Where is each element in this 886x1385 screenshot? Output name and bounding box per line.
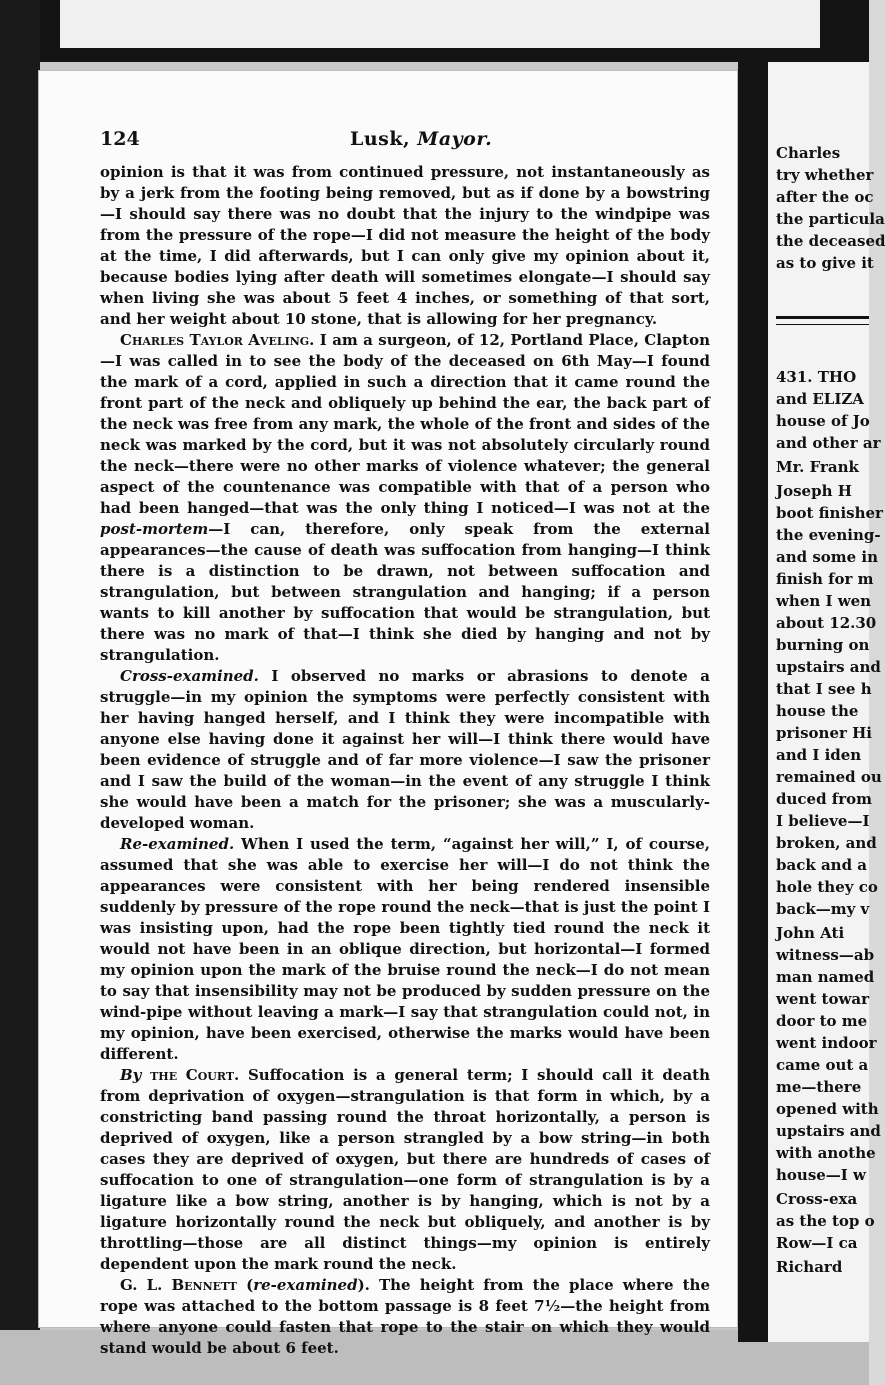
page-body xyxy=(100,162,710,1359)
paragraph xyxy=(100,1275,710,1359)
facing-page-line: opened with xyxy=(776,1100,879,1118)
facing-page-line: house—I w xyxy=(776,1166,866,1184)
facing-page-line: back and a xyxy=(776,856,868,874)
facing-page-line: and some in xyxy=(776,548,879,566)
facing-page-line: as the top o xyxy=(776,1212,875,1230)
facing-page-line: back—my v xyxy=(776,900,870,918)
paragraph-text: ( xyxy=(236,1276,254,1294)
facing-page-line: finish for m xyxy=(776,570,874,588)
facing-page-line: house of Jo xyxy=(776,412,870,430)
paragraph xyxy=(100,1065,710,1275)
facing-page-line: and I iden xyxy=(776,746,862,764)
page-number: 124 xyxy=(100,128,140,150)
italic-text: post-mortem xyxy=(100,520,209,538)
facing-page-line: the deceased xyxy=(776,232,886,250)
facing-page-line: went indoor xyxy=(776,1034,877,1052)
facing-page-line: remained ou xyxy=(776,768,882,786)
facing-page-line: prisoner Hi xyxy=(776,724,872,742)
facing-page-line: upstairs and xyxy=(776,658,881,676)
section-rule xyxy=(776,316,869,319)
facing-page-line: Mr. Frank xyxy=(776,458,859,476)
scan-top-paper xyxy=(60,0,820,48)
section-rule-thin xyxy=(776,324,869,325)
facing-page xyxy=(768,62,886,1342)
facing-page-line: Cross-exa xyxy=(776,1190,858,1208)
book-spine xyxy=(738,62,768,1342)
facing-page-line: with anothe xyxy=(776,1144,876,1162)
paragraph-text: Suffocation is a general term; I should call it death from deprivation of oxygen—strangulation is that form in which, by a constricting band passing round the throat horizontally, a person is deprived of oxygen, like a person strangled by a bow string—in both cases they are deprived of oxygen, but there are hundreds of cases of suffocation to one of strangulation—one form of strangulation is by a ligature like a bow string, another is by hanging, which is not by a ligature horizontally round the neck but obliquely, and another is by throttling—those are all distinct things—my opinion is entirely dependent upon the mark round the neck. xyxy=(100,1066,711,1273)
facing-page-line: house the xyxy=(776,702,859,720)
facing-page-line: Joseph H xyxy=(776,482,852,500)
running-title xyxy=(350,128,492,150)
paragraph-text: I am a surgeon, of 12, Portland Place, Clapton—I was called in to see the body of the deceased on 6th May—I found the mark of a cord, applied in such a direction that it came round the front part of the neck and obliquely up behind the ear, the back part of the neck was free from any mark, the whole of the front and sides of the neck was marked by the cord, but it was not absolutely circularly round the neck—there were no other marks of violence whatever; the general aspect of the countenance was compatible with that of a person who had been hanged—that was the only thing I noticed—I was not at the xyxy=(100,331,710,517)
facing-page-line: after the oc xyxy=(776,188,874,206)
facing-page-line: me—there xyxy=(776,1078,862,1096)
facing-page-line: and other ar xyxy=(776,434,881,452)
facing-page-line: upstairs and xyxy=(776,1122,881,1140)
facing-page-line: and ELIZA xyxy=(776,390,864,408)
paragraph xyxy=(100,330,710,666)
running-header xyxy=(100,128,705,152)
facing-page-line: as to give it xyxy=(776,254,874,272)
facing-page-line: try whether xyxy=(776,166,874,184)
facing-page-line: I believe—I xyxy=(776,812,870,830)
facing-page-line: about 12.30 xyxy=(776,614,877,632)
facing-page-line: man named xyxy=(776,968,875,986)
paragraph-text: opinion is that it was from continued pressure, not instantaneously as by a jerk from the footing being removed, but as if done by a bowstring—I should say there was no doubt that the injury to the windpipe was from the pressure of the rope—I did not measure the height of the body at the time, I did afterwards, but I can only give my opinion about it, because bodies lying after death will sometimes elongate—I should say when living she was about 5 feet 4 inches, or something of that sort, and her weight about 10 stone, that is allowing for her pregnancy. xyxy=(100,163,710,328)
scan-left-edge xyxy=(0,0,40,1385)
facing-page-line: that I see h xyxy=(776,680,872,698)
italic-text: Re-examined. xyxy=(120,835,235,853)
facing-page-line: Richard xyxy=(776,1258,843,1276)
facing-page-line: went towar xyxy=(776,990,869,1008)
italic-text: re-examined xyxy=(253,1276,358,1294)
running-title-office: Mayor. xyxy=(417,128,493,150)
speaker-name: the Court. xyxy=(150,1066,240,1084)
facing-page-line: the evening- xyxy=(776,526,881,544)
facing-page-line: witness—ab xyxy=(776,946,875,964)
facing-page-line: when I wen xyxy=(776,592,872,610)
facing-page-line: door to me xyxy=(776,1012,868,1030)
italic-text: By xyxy=(120,1066,142,1084)
paragraph xyxy=(100,162,710,330)
paragraph-text: ). The height from the place where the rope was attached to the bottom passage is 8 feet 7½—the height from where anyone could fasten that rope to the stair on which they would stand would be about 6 feet. xyxy=(100,1276,710,1357)
facing-page-line: came out a xyxy=(776,1056,869,1074)
facing-page-line: 431. THO xyxy=(776,368,857,386)
running-title-name: Lusk, xyxy=(350,128,411,150)
facing-page-line: burning on xyxy=(776,636,870,654)
facing-page-line: Row—I ca xyxy=(776,1234,858,1252)
facing-page-line: hole they co xyxy=(776,878,878,896)
facing-page-line: Charles xyxy=(776,144,841,162)
paragraph-text: —I can, therefore, only speak from the external appearances—the cause of death was suffocation from hanging—I think there is a distinction to be drawn, not between suffocation and strangulation, but between strangulation and hanging; if a person wants to kill another by suffocation that would be strangulation, but there was no mark of that—I think she died by hanging and not by strangulation. xyxy=(100,520,710,664)
speaker-name: Charles Taylor Aveling. xyxy=(120,331,315,349)
facing-page-line: boot finisher xyxy=(776,504,883,522)
facing-page-line: duced from xyxy=(776,790,873,808)
italic-text: Cross-examined. xyxy=(120,667,259,685)
facing-page-line: the particula xyxy=(776,210,885,228)
paragraph-text: When I used the term, “against her will,” I, of course, assumed that she was able to exercise her will—I do not think the appearances were consistent with her being rendered insensible suddenly by pressure of the rope round the neck—that is just the point I was insisting upon, had the rope been tightly tied round the neck it would not have been in an oblique direction, but horizontal—I formed my opinion upon the mark of the bruise round the neck—I do not mean to say that insensibility may not be produced by sudden pressure on the wind-pipe without leaving a mark—I say that strangulation could not, in my opinion, have been exercised, otherwise the marks would have been different. xyxy=(100,835,710,1063)
facing-page-line: John Ati xyxy=(776,924,845,942)
paragraph xyxy=(100,666,710,834)
facing-page-line: broken, and xyxy=(776,834,877,852)
speaker-name: G. L. Bennett xyxy=(120,1276,237,1294)
paragraph-text xyxy=(141,1066,150,1084)
paragraph xyxy=(100,834,710,1065)
paragraph-text: I observed no marks or abrasions to denote a struggle—in my opinion the symptoms were perfectly consistent with her having hanged herself, and I think they were incompatible with anyone else having done it against her will—I think there would have been evidence of struggle and of far more violence—I saw the prisoner and I saw the build of the woman—in the event of any struggle I think she would have been a match for the prisoner; she was a muscularly-developed woman. xyxy=(100,667,710,832)
